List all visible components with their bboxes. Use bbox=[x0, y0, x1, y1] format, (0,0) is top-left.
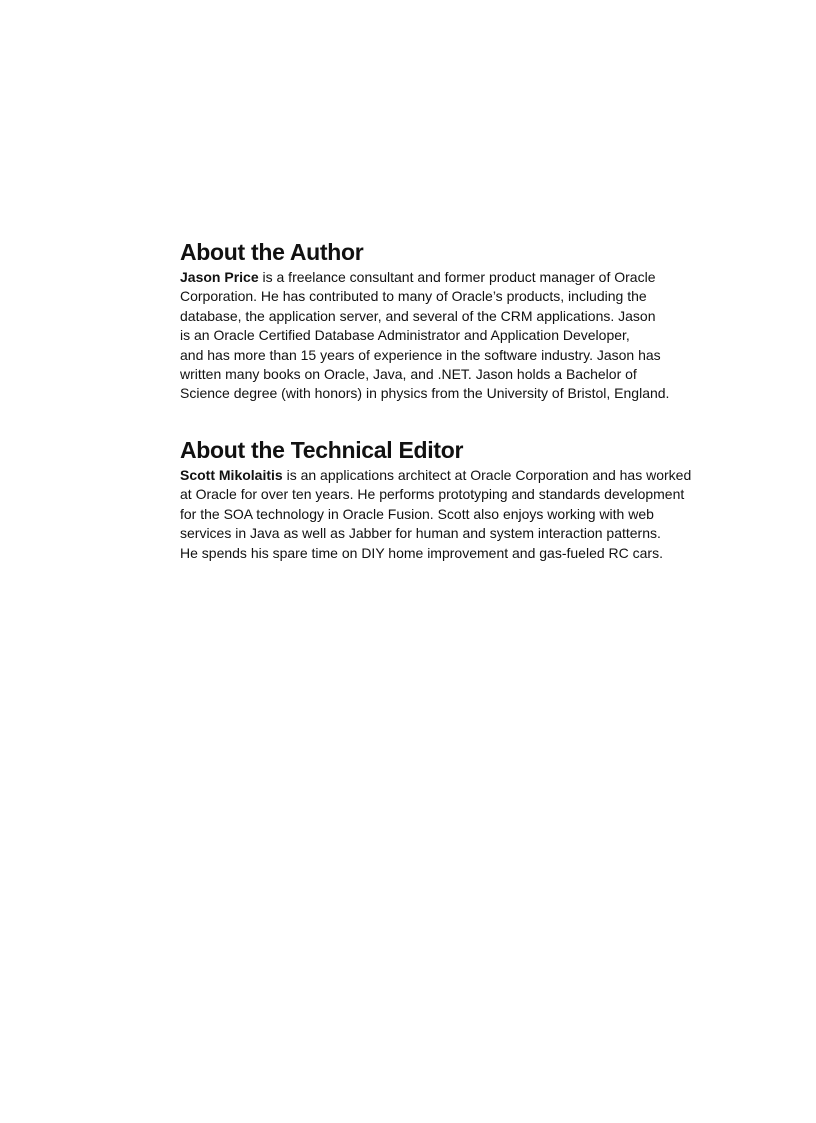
about-author-heading: About the Author bbox=[180, 239, 364, 265]
author-bio bbox=[180, 268, 740, 404]
editor-bio-line: services in Java as well as Jabber for human and system interaction patterns. bbox=[180, 525, 661, 542]
author-bio-line: written many books on Oracle, Java, and .NET. Jason holds a Bachelor of bbox=[180, 366, 637, 383]
editor-bio bbox=[180, 466, 740, 563]
author-name: Jason Price bbox=[180, 269, 259, 285]
author-bio-line: is an Oracle Certified Database Administrator and Application Developer, bbox=[180, 327, 630, 344]
author-bio-line: Corporation. He has contributed to many of Oracle’s products, including the bbox=[180, 288, 647, 305]
about-author-section bbox=[180, 238, 740, 404]
about-editor-section bbox=[180, 436, 740, 563]
editor-name: Scott Mikolaitis bbox=[180, 467, 283, 483]
author-bio-line: and has more than 15 years of experience in the software industry. Jason has bbox=[180, 346, 661, 363]
author-bio-line: Science degree (with honors) in physics from the University of Bristol, England. bbox=[180, 385, 670, 402]
editor-bio-line bbox=[180, 466, 740, 485]
author-bio-line: database, the application server, and several of the CRM applications. Jason bbox=[180, 307, 656, 324]
editor-bio-line: for the SOA technology in Oracle Fusion. Scott also enjoys working with web bbox=[180, 505, 654, 522]
author-bio-line-text: is a freelance consultant and former product manager of Oracle bbox=[258, 269, 656, 285]
author-bio-line bbox=[180, 268, 740, 287]
editor-bio-line-text: is an applications architect at Oracle Corporation and has worked bbox=[282, 467, 692, 483]
editor-bio-line: at Oracle for over ten years. He performs prototyping and standards development bbox=[180, 486, 685, 503]
editor-bio-line: He spends his spare time on DIY home improvement and gas-fueled RC cars. bbox=[180, 544, 663, 561]
about-editor-heading: About the Technical Editor bbox=[180, 437, 464, 463]
